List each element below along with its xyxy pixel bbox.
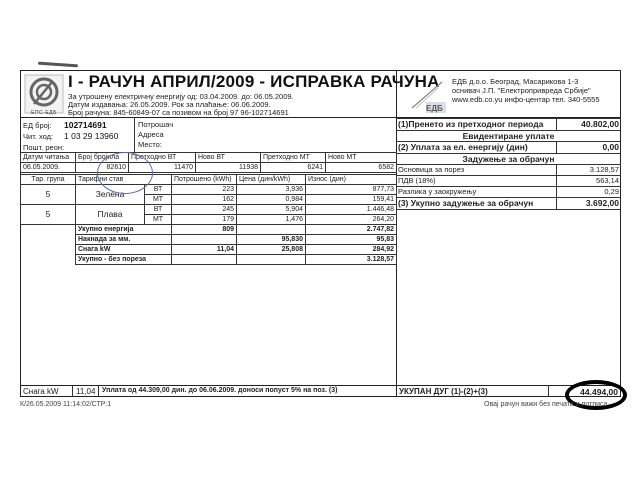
reading-route-label: Чит. ход:	[23, 132, 54, 141]
total-price	[237, 225, 306, 235]
place-label: Место:	[138, 140, 162, 149]
readings-header: Датум читања	[21, 153, 76, 163]
payment-label: (2) Уплата за ел. енергију (дин)	[396, 142, 557, 154]
charges-heading-row	[396, 154, 621, 165]
tax-base-row	[396, 165, 621, 176]
invoice-number: Број рачуна: 845-60849-07 са позивом на број 97 96-102714691	[68, 108, 289, 117]
tariff-header: Износ (дин)	[306, 175, 397, 185]
invoice-title: I - РАЧУН АПРИЛ/2009 - ИСПРАВКА РАЧУНА	[68, 72, 440, 91]
eps-logo-icon	[24, 74, 64, 114]
readings-header: Претходно ВТ	[129, 153, 196, 163]
validity-note: Овај рачун важи без печата и потписа	[484, 401, 608, 408]
eps-logo-text: ЕПС-ЕДБ	[31, 110, 57, 116]
tariff-price: 5,904	[237, 205, 306, 215]
tariff-name: Плава	[76, 205, 145, 225]
charges-heading: Задужење за обрачун	[396, 154, 621, 165]
readings-header: Ново ВТ	[196, 153, 261, 163]
total-kwh: 809	[172, 225, 237, 235]
total-price	[237, 255, 306, 265]
tax-base-label: Основица за порез	[396, 165, 557, 176]
total-label: Укупно енергија	[76, 225, 172, 235]
previous-low-tariff: 6241	[261, 163, 326, 173]
footer-divider-3	[548, 385, 549, 397]
tariff-type: МТ	[145, 215, 172, 225]
total-label: Накнада за мм.	[76, 235, 172, 245]
total-amount: 95,83	[306, 235, 397, 245]
footer-divider-2	[98, 385, 99, 397]
rounding-label: Разлика у заокружењу	[396, 187, 557, 198]
readings-header: Претходно МТ	[261, 153, 326, 163]
tariff-row	[21, 185, 397, 195]
tariff-kwh: 223	[172, 185, 237, 195]
tariff-amount: 264,20	[306, 215, 397, 225]
tariff-price: 3,936	[237, 185, 306, 195]
tariff-kwh: 179	[172, 215, 237, 225]
vat-label: ПДВ (18%)	[396, 176, 557, 187]
customer-divider	[134, 117, 135, 152]
tariff-type: ВТ	[145, 185, 172, 195]
staple-mark	[38, 62, 78, 68]
address-label: Адреса	[138, 130, 164, 139]
power-value: 11,04	[76, 387, 96, 396]
tariff-group: 5	[21, 185, 76, 205]
power-label: Снага kW	[23, 387, 59, 396]
billing-period: За утрошену електричну енергију од: 03.04.2009. до: 06.05.2009.	[68, 92, 294, 101]
charges-total-row	[396, 198, 621, 210]
previous-high-tariff: 11470	[129, 163, 196, 173]
rounding-row	[396, 187, 621, 198]
discount-note: Уплата од 44.309,00 дин. до 06.06.2009. доноси попуст 5% на поз. (3)	[102, 387, 338, 394]
issue-due-dates: Датум издавања: 26.05.2009. Рок за плаћање: 06.06.2009.	[68, 100, 271, 109]
edb-logo-text: ЕДБ	[426, 104, 443, 113]
postal-area-label: Пошт. реон:	[23, 143, 65, 152]
total-kwh: 11,04	[172, 245, 237, 255]
payment-value: 0,00	[557, 142, 622, 154]
carried-label: (1)Пренето из претходног периода	[396, 119, 557, 131]
ed-number-label: ЕД број:	[23, 121, 52, 130]
tariff-kwh: 245	[172, 205, 237, 215]
total-price: 25,808	[237, 245, 306, 255]
tariff-kwh: 162	[172, 195, 237, 205]
consumer-label: Потрошач	[138, 120, 174, 129]
tariff-row	[21, 205, 397, 215]
total-label: Укупно - без пореза	[76, 255, 172, 265]
total-kwh	[172, 255, 237, 265]
footer-divider	[20, 385, 621, 386]
tariff-amount: 1.446,48	[306, 205, 397, 215]
print-stamp: К/26.05.2009 11:14:02/СТР:1	[20, 401, 112, 408]
reading-route-value: 1 03 29 13960	[64, 131, 119, 141]
total-kwh	[172, 235, 237, 245]
tariff-price: 0,984	[237, 195, 306, 205]
footer-divider-1	[72, 385, 73, 397]
tariff-type: ВТ	[145, 205, 172, 215]
ed-number-value: 102714691	[64, 120, 107, 130]
charges-total-label: (3) Укупно задужење за обрачун	[396, 198, 557, 210]
pen-circle-annotation	[97, 152, 153, 194]
meter-readings-table	[20, 152, 397, 173]
vat-row	[396, 176, 621, 187]
charges-total-value: 3.692,00	[557, 198, 622, 210]
tariff-total-row	[21, 235, 397, 245]
new-high-tariff: 11938	[196, 163, 261, 173]
total-amount: 3.128,57	[306, 255, 397, 265]
meter-number: 82610	[76, 163, 129, 173]
company-contact: www.edb.co.yu инфо-центар тел. 340-5555	[452, 95, 600, 104]
tax-base-value: 3.128,57	[557, 165, 622, 176]
rounding-value: 0,29	[557, 187, 622, 198]
total-amount: 284,92	[306, 245, 397, 255]
tariff-price: 1,476	[237, 215, 306, 225]
tariff-header: Тар. група	[21, 175, 76, 185]
tariff-amount: 877,73	[306, 185, 397, 195]
readings-header: Ново МТ	[326, 153, 397, 163]
readings-header: Број бројила	[76, 153, 129, 163]
tariff-header: Цена (дин/kWh)	[237, 175, 306, 185]
vat-value: 563,14	[557, 176, 622, 187]
total-amount: 2.747,82	[306, 225, 397, 235]
tariff-type: МТ	[145, 195, 172, 205]
summary-table	[396, 118, 621, 210]
tariff-header: Тарифни став	[76, 175, 172, 185]
company-address: ЕДБ д.о.о. Београд, Масарикова 1-3	[452, 77, 579, 86]
readings-value-row	[21, 163, 397, 173]
tariff-name: Зелена	[76, 185, 145, 205]
readings-header-row	[21, 153, 397, 163]
payments-heading-row	[396, 131, 621, 142]
payment-row	[396, 142, 621, 154]
total-price: 95,830	[237, 235, 306, 245]
new-low-tariff: 6582	[326, 163, 397, 173]
total-debt-value: 44.494,00	[580, 387, 618, 397]
carried-row	[396, 119, 621, 131]
total-debt-label: УКУПАН ДУГ (1)-(2)+(3)	[399, 387, 488, 396]
tariff-total-row	[21, 225, 397, 235]
reading-date: 06.05.2009.	[21, 163, 76, 173]
company-founder: оснивач Ј.П. "Електропривреда Србије"	[452, 86, 591, 95]
total-label: Снага kW	[76, 245, 172, 255]
tariff-group: 5	[21, 205, 76, 225]
tariff-total-row	[21, 245, 397, 255]
payments-heading: Евидентиране уплате	[396, 131, 621, 142]
tariff-table	[20, 174, 397, 265]
tariff-total-row	[21, 255, 397, 265]
tariff-header-row	[21, 175, 397, 185]
carried-value: 40.802,00	[557, 119, 622, 131]
tariff-header: Потрошено (kWh)	[172, 175, 237, 185]
tariff-amount: 159,41	[306, 195, 397, 205]
